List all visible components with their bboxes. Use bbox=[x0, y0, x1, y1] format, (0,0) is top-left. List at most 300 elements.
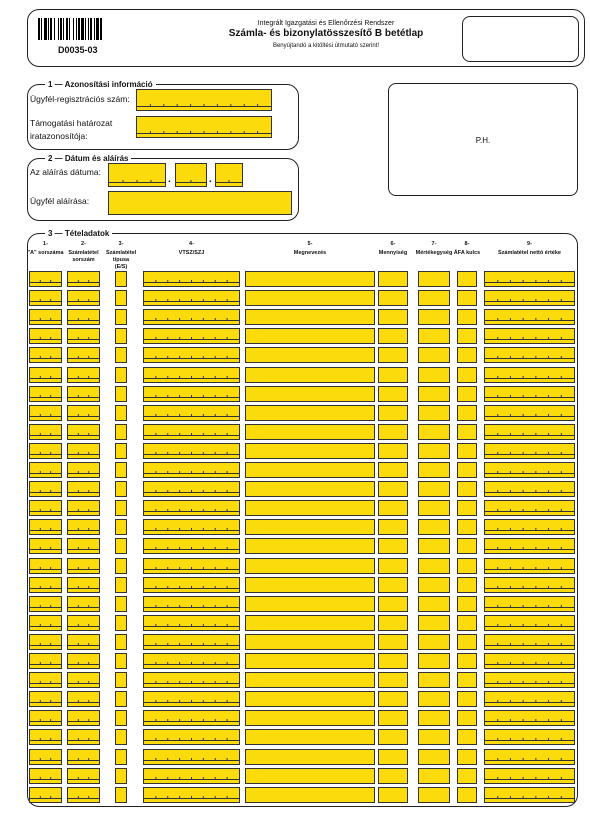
row-26-col-3-input[interactable] bbox=[115, 749, 127, 765]
row-26-col-1-input[interactable] bbox=[29, 749, 62, 765]
row-11-col-5-input[interactable] bbox=[245, 462, 375, 478]
row-24-col-6-input[interactable] bbox=[378, 710, 408, 726]
row-16-col-6-input[interactable] bbox=[378, 558, 408, 574]
row-26-col-7-input[interactable] bbox=[418, 749, 450, 765]
column-number: 7- bbox=[431, 241, 437, 247]
row-16-col-4-input[interactable] bbox=[143, 558, 240, 574]
row-27-col-6-input[interactable] bbox=[378, 768, 408, 784]
row-26-col-9-input[interactable] bbox=[484, 749, 575, 765]
row-13-col-9-input[interactable] bbox=[484, 500, 575, 516]
row-1-col-8-input[interactable] bbox=[457, 271, 477, 287]
row-4-col-4-input[interactable] bbox=[143, 328, 240, 344]
row-16-col-8-input[interactable] bbox=[457, 558, 477, 574]
row-3-col-3-input[interactable] bbox=[115, 309, 127, 325]
row-15-col-5-input[interactable] bbox=[245, 538, 375, 554]
tick-marks bbox=[485, 395, 574, 398]
tick-marks bbox=[485, 337, 574, 340]
row-1-col-6-input[interactable] bbox=[378, 271, 408, 287]
row-5-col-7-input[interactable] bbox=[418, 347, 450, 363]
row-20-col-7-input[interactable] bbox=[418, 634, 450, 650]
tick-marks bbox=[485, 605, 574, 608]
row-9-col-4-input[interactable] bbox=[143, 424, 240, 440]
row-23-col-3-input[interactable] bbox=[115, 691, 127, 707]
row-27-col-2-input[interactable] bbox=[67, 768, 100, 784]
row-22-col-5-input[interactable] bbox=[245, 672, 375, 688]
row-8-col-9-input[interactable] bbox=[484, 405, 575, 421]
row-27-col-7-input[interactable] bbox=[418, 768, 450, 784]
row-15-col-2-input[interactable] bbox=[67, 538, 100, 554]
row-23-col-9-input[interactable] bbox=[484, 691, 575, 707]
row-19-col-7-input[interactable] bbox=[418, 615, 450, 631]
row-24-col-4-input[interactable] bbox=[143, 710, 240, 726]
row-25-col-4-input[interactable] bbox=[143, 729, 240, 745]
row-25-col-3-input[interactable] bbox=[115, 729, 127, 745]
row-11-col-7-input[interactable] bbox=[418, 462, 450, 478]
row-13-col-4-input[interactable] bbox=[143, 500, 240, 516]
row-5-col-4-input[interactable] bbox=[143, 347, 240, 363]
row-17-col-3-input[interactable] bbox=[115, 577, 127, 593]
row-12-col-5-input[interactable] bbox=[245, 481, 375, 497]
row-9-col-3-input[interactable] bbox=[115, 424, 127, 440]
row-6-col-8-input[interactable] bbox=[457, 367, 477, 383]
grant-id-input[interactable] bbox=[136, 116, 272, 138]
tick-marks bbox=[30, 452, 61, 455]
row-19-col-2-input[interactable] bbox=[67, 615, 100, 631]
row-7-col-9-input[interactable] bbox=[484, 386, 575, 402]
row-25-col-9-input[interactable] bbox=[484, 729, 575, 745]
row-3-col-4-input[interactable] bbox=[143, 309, 240, 325]
row-5-col-8-input[interactable] bbox=[457, 347, 477, 363]
signature-field[interactable] bbox=[108, 191, 292, 215]
row-18-col-1-input[interactable] bbox=[29, 596, 62, 612]
row-9-col-5-input[interactable] bbox=[245, 424, 375, 440]
column-number: 6- bbox=[390, 241, 396, 247]
row-12-col-2-input[interactable] bbox=[67, 481, 100, 497]
row-22-col-8-input[interactable] bbox=[457, 672, 477, 688]
row-15-col-4-input[interactable] bbox=[143, 538, 240, 554]
row-12-col-8-input[interactable] bbox=[457, 481, 477, 497]
row-14-col-9-input[interactable] bbox=[484, 519, 575, 535]
row-11-col-9-input[interactable] bbox=[484, 462, 575, 478]
row-18-col-6-input[interactable] bbox=[378, 596, 408, 612]
row-16-col-5-input[interactable] bbox=[245, 558, 375, 574]
date-day-input[interactable] bbox=[215, 163, 243, 187]
row-22-col-7-input[interactable] bbox=[418, 672, 450, 688]
row-13-col-3-input[interactable] bbox=[115, 500, 127, 516]
row-12-col-6-input[interactable] bbox=[378, 481, 408, 497]
row-26-col-6-input[interactable] bbox=[378, 749, 408, 765]
row-25-col-6-input[interactable] bbox=[378, 729, 408, 745]
row-14-col-7-input[interactable] bbox=[418, 519, 450, 535]
row-3-col-5-input[interactable] bbox=[245, 309, 375, 325]
date-separator-2: . bbox=[209, 174, 212, 185]
row-10-col-7-input[interactable] bbox=[418, 443, 450, 459]
row-2-col-1-input[interactable] bbox=[29, 290, 62, 306]
row-6-col-1-input[interactable] bbox=[29, 367, 62, 383]
row-11-col-6-input[interactable] bbox=[378, 462, 408, 478]
column-number: 5- bbox=[307, 241, 313, 247]
row-1-col-1-input[interactable] bbox=[29, 271, 62, 287]
row-10-col-9-input[interactable] bbox=[484, 443, 575, 459]
row-9-col-9-input[interactable] bbox=[484, 424, 575, 440]
row-21-col-6-input[interactable] bbox=[378, 653, 408, 669]
tick-marks bbox=[68, 356, 99, 359]
row-23-col-6-input[interactable] bbox=[378, 691, 408, 707]
column-number: 9- bbox=[527, 241, 532, 247]
row-19-col-6-input[interactable] bbox=[378, 615, 408, 631]
row-4-col-9-input[interactable] bbox=[484, 328, 575, 344]
row-7-col-1-input[interactable] bbox=[29, 386, 62, 402]
row-15-col-9-input[interactable] bbox=[484, 538, 575, 554]
row-28-col-5-input[interactable] bbox=[245, 787, 375, 803]
row-15-col-6-input[interactable] bbox=[378, 538, 408, 554]
row-2-col-8-input[interactable] bbox=[457, 290, 477, 306]
row-2-col-4-input[interactable] bbox=[143, 290, 240, 306]
row-23-col-4-input[interactable] bbox=[143, 691, 240, 707]
tick-marks bbox=[68, 490, 99, 493]
row-2-col-9-input[interactable] bbox=[484, 290, 575, 306]
row-2-col-5-input[interactable] bbox=[245, 290, 375, 306]
tick-marks bbox=[144, 547, 239, 550]
row-1-col-3-input[interactable] bbox=[115, 271, 127, 287]
row-10-col-2-input[interactable] bbox=[67, 443, 100, 459]
row-20-col-1-input[interactable] bbox=[29, 634, 62, 650]
row-25-col-1-input[interactable] bbox=[29, 729, 62, 745]
row-17-col-7-input[interactable] bbox=[418, 577, 450, 593]
row-28-col-1-input[interactable] bbox=[29, 787, 62, 803]
row-23-col-7-input[interactable] bbox=[418, 691, 450, 707]
date-year-input[interactable] bbox=[108, 163, 166, 187]
row-6-col-2-input[interactable] bbox=[67, 367, 100, 383]
row-27-col-5-input[interactable] bbox=[245, 768, 375, 784]
row-14-col-8-input[interactable] bbox=[457, 519, 477, 535]
row-25-col-2-input[interactable] bbox=[67, 729, 100, 745]
row-16-col-9-input[interactable] bbox=[484, 558, 575, 574]
tick-marks bbox=[485, 528, 574, 531]
row-12-col-3-input[interactable] bbox=[115, 481, 127, 497]
row-11-col-2-input[interactable] bbox=[67, 462, 100, 478]
row-5-col-2-input[interactable] bbox=[67, 347, 100, 363]
row-27-col-8-input[interactable] bbox=[457, 768, 477, 784]
row-22-col-2-input[interactable] bbox=[67, 672, 100, 688]
row-6-col-5-input[interactable] bbox=[245, 367, 375, 383]
row-24-col-2-input[interactable] bbox=[67, 710, 100, 726]
row-28-col-9-input[interactable] bbox=[484, 787, 575, 803]
row-11-col-1-input[interactable] bbox=[29, 462, 62, 478]
row-15-col-3-input[interactable] bbox=[115, 538, 127, 554]
row-3-col-6-input[interactable] bbox=[378, 309, 408, 325]
row-22-col-1-input[interactable] bbox=[29, 672, 62, 688]
row-22-col-4-input[interactable] bbox=[143, 672, 240, 688]
row-17-col-1-input[interactable] bbox=[29, 577, 62, 593]
column-label: Számlatétel sorszám bbox=[68, 250, 99, 263]
row-18-col-7-input[interactable] bbox=[418, 596, 450, 612]
row-13-col-5-input[interactable] bbox=[245, 500, 375, 516]
row-6-col-7-input[interactable] bbox=[418, 367, 450, 383]
tick-marks bbox=[30, 796, 61, 799]
row-22-col-6-input[interactable] bbox=[378, 672, 408, 688]
row-21-col-3-input[interactable] bbox=[115, 653, 127, 669]
row-20-col-8-input[interactable] bbox=[457, 634, 477, 650]
column-label: VTSZ/SZJ bbox=[178, 250, 205, 256]
row-13-col-8-input[interactable] bbox=[457, 500, 477, 516]
row-27-col-4-input[interactable] bbox=[143, 768, 240, 784]
tick-marks bbox=[144, 567, 239, 570]
section-1-title: 1 — Azonosítási információ bbox=[45, 80, 156, 90]
row-17-col-8-input[interactable] bbox=[457, 577, 477, 593]
row-12-col-7-input[interactable] bbox=[418, 481, 450, 497]
row-8-col-4-input[interactable] bbox=[143, 405, 240, 421]
row-6-col-3-input[interactable] bbox=[115, 367, 127, 383]
row-9-col-6-input[interactable] bbox=[378, 424, 408, 440]
row-3-col-9-input[interactable] bbox=[484, 309, 575, 325]
tick-marks bbox=[68, 681, 99, 684]
row-21-col-9-input[interactable] bbox=[484, 653, 575, 669]
row-21-col-8-input[interactable] bbox=[457, 653, 477, 669]
row-11-col-3-input[interactable] bbox=[115, 462, 127, 478]
row-24-col-3-input[interactable] bbox=[115, 710, 127, 726]
row-15-col-1-input[interactable] bbox=[29, 538, 62, 554]
row-19-col-1-input[interactable] bbox=[29, 615, 62, 631]
row-19-col-8-input[interactable] bbox=[457, 615, 477, 631]
row-17-col-4-input[interactable] bbox=[143, 577, 240, 593]
row-21-col-1-input[interactable] bbox=[29, 653, 62, 669]
row-8-col-3-input[interactable] bbox=[115, 405, 127, 421]
row-9-col-1-input[interactable] bbox=[29, 424, 62, 440]
row-7-col-3-input[interactable] bbox=[115, 386, 127, 402]
row-21-col-7-input[interactable] bbox=[418, 653, 450, 669]
row-24-col-9-input[interactable] bbox=[484, 710, 575, 726]
row-4-col-6-input[interactable] bbox=[378, 328, 408, 344]
row-24-col-5-input[interactable] bbox=[245, 710, 375, 726]
row-6-col-6-input[interactable] bbox=[378, 367, 408, 383]
row-20-col-3-input[interactable] bbox=[115, 634, 127, 650]
row-23-col-5-input[interactable] bbox=[245, 691, 375, 707]
row-12-col-4-input[interactable] bbox=[143, 481, 240, 497]
row-10-col-5-input[interactable] bbox=[245, 443, 375, 459]
row-8-col-6-input[interactable] bbox=[378, 405, 408, 421]
row-5-col-9-input[interactable] bbox=[484, 347, 575, 363]
tick-marks bbox=[68, 452, 99, 455]
row-25-col-7-input[interactable] bbox=[418, 729, 450, 745]
row-3-col-8-input[interactable] bbox=[457, 309, 477, 325]
row-1-col-4-input[interactable] bbox=[143, 271, 240, 287]
row-12-col-1-input[interactable] bbox=[29, 481, 62, 497]
row-25-col-8-input[interactable] bbox=[457, 729, 477, 745]
tick-marks bbox=[30, 586, 61, 589]
row-14-col-5-input[interactable] bbox=[245, 519, 375, 535]
row-4-col-2-input[interactable] bbox=[67, 328, 100, 344]
row-13-col-1-input[interactable] bbox=[29, 500, 62, 516]
row-19-col-3-input[interactable] bbox=[115, 615, 127, 631]
row-1-col-9-input[interactable] bbox=[484, 271, 575, 287]
row-14-col-1-input[interactable] bbox=[29, 519, 62, 535]
row-9-col-8-input[interactable] bbox=[457, 424, 477, 440]
tick-marks bbox=[144, 624, 239, 627]
row-11-col-4-input[interactable] bbox=[143, 462, 240, 478]
row-1-col-2-input[interactable] bbox=[67, 271, 100, 287]
row-26-col-8-input[interactable] bbox=[457, 749, 477, 765]
row-18-col-5-input[interactable] bbox=[245, 596, 375, 612]
row-6-col-9-input[interactable] bbox=[484, 367, 575, 383]
row-8-col-1-input[interactable] bbox=[29, 405, 62, 421]
row-7-col-4-input[interactable] bbox=[143, 386, 240, 402]
row-17-col-9-input[interactable] bbox=[484, 577, 575, 593]
row-8-col-7-input[interactable] bbox=[418, 405, 450, 421]
row-28-col-2-input[interactable] bbox=[67, 787, 100, 803]
row-18-col-3-input[interactable] bbox=[115, 596, 127, 612]
row-7-col-8-input[interactable] bbox=[457, 386, 477, 402]
row-18-col-2-input[interactable] bbox=[67, 596, 100, 612]
row-16-col-2-input[interactable] bbox=[67, 558, 100, 574]
row-3-col-1-input[interactable] bbox=[29, 309, 62, 325]
row-13-col-6-input[interactable] bbox=[378, 500, 408, 516]
tick-marks bbox=[68, 777, 99, 780]
row-27-col-9-input[interactable] bbox=[484, 768, 575, 784]
row-2-col-7-input[interactable] bbox=[418, 290, 450, 306]
tick-marks bbox=[68, 586, 99, 589]
row-4-col-7-input[interactable] bbox=[418, 328, 450, 344]
row-18-col-4-input[interactable] bbox=[143, 596, 240, 612]
row-4-col-1-input[interactable] bbox=[29, 328, 62, 344]
row-10-col-3-input[interactable] bbox=[115, 443, 127, 459]
row-25-col-5-input[interactable] bbox=[245, 729, 375, 745]
row-5-col-5-input[interactable] bbox=[245, 347, 375, 363]
tick-marks bbox=[485, 777, 574, 780]
row-22-col-3-input[interactable] bbox=[115, 672, 127, 688]
row-21-col-5-input[interactable] bbox=[245, 653, 375, 669]
row-14-col-4-input[interactable] bbox=[143, 519, 240, 535]
row-13-col-7-input[interactable] bbox=[418, 500, 450, 516]
row-17-col-5-input[interactable] bbox=[245, 577, 375, 593]
row-6-col-4-input[interactable] bbox=[143, 367, 240, 383]
row-10-col-4-input[interactable] bbox=[143, 443, 240, 459]
row-15-col-8-input[interactable] bbox=[457, 538, 477, 554]
row-20-col-4-input[interactable] bbox=[143, 634, 240, 650]
row-14-col-3-input[interactable] bbox=[115, 519, 127, 535]
row-24-col-7-input[interactable] bbox=[418, 710, 450, 726]
row-16-col-3-input[interactable] bbox=[115, 558, 127, 574]
tick-marks bbox=[68, 376, 99, 379]
row-20-col-6-input[interactable] bbox=[378, 634, 408, 650]
row-28-col-3-input[interactable] bbox=[115, 787, 127, 803]
row-5-col-3-input[interactable] bbox=[115, 347, 127, 363]
row-16-col-1-input[interactable] bbox=[29, 558, 62, 574]
row-10-col-6-input[interactable] bbox=[378, 443, 408, 459]
row-3-col-7-input[interactable] bbox=[418, 309, 450, 325]
tick-marks bbox=[485, 547, 574, 550]
row-26-col-2-input[interactable] bbox=[67, 749, 100, 765]
row-7-col-5-input[interactable] bbox=[245, 386, 375, 402]
row-27-col-3-input[interactable] bbox=[115, 768, 127, 784]
date-month-input[interactable] bbox=[175, 163, 207, 187]
row-21-col-2-input[interactable] bbox=[67, 653, 100, 669]
row-24-col-1-input[interactable] bbox=[29, 710, 62, 726]
row-3-col-2-input[interactable] bbox=[67, 309, 100, 325]
row-17-col-6-input[interactable] bbox=[378, 577, 408, 593]
row-4-col-8-input[interactable] bbox=[457, 328, 477, 344]
tick-marks bbox=[485, 280, 574, 283]
column-label: Mennyiség bbox=[378, 250, 408, 256]
section-3-title: 3 — Tételadatok bbox=[45, 229, 112, 239]
column-label: Számlatétel típusa (E/S) bbox=[106, 250, 137, 270]
row-22-col-9-input[interactable] bbox=[484, 672, 575, 688]
row-23-col-1-input[interactable] bbox=[29, 691, 62, 707]
row-2-col-6-input[interactable] bbox=[378, 290, 408, 306]
row-15-col-7-input[interactable] bbox=[418, 538, 450, 554]
row-8-col-5-input[interactable] bbox=[245, 405, 375, 421]
row-20-col-9-input[interactable] bbox=[484, 634, 575, 650]
row-14-col-6-input[interactable] bbox=[378, 519, 408, 535]
row-12-col-9-input[interactable] bbox=[484, 481, 575, 497]
row-9-col-7-input[interactable] bbox=[418, 424, 450, 440]
row-28-col-4-input[interactable] bbox=[143, 787, 240, 803]
row-24-col-8-input[interactable] bbox=[457, 710, 477, 726]
row-28-col-7-input[interactable] bbox=[418, 787, 450, 803]
tick-marks bbox=[485, 299, 574, 302]
tick-marks bbox=[144, 586, 239, 589]
row-11-col-8-input[interactable] bbox=[457, 462, 477, 478]
row-10-col-1-input[interactable] bbox=[29, 443, 62, 459]
tick-marks bbox=[68, 605, 99, 608]
row-2-col-3-input[interactable] bbox=[115, 290, 127, 306]
tick-marks bbox=[485, 356, 574, 359]
row-16-col-7-input[interactable] bbox=[418, 558, 450, 574]
tick-marks bbox=[30, 624, 61, 627]
row-21-col-4-input[interactable] bbox=[143, 653, 240, 669]
row-2-col-2-input[interactable] bbox=[67, 290, 100, 306]
row-28-col-8-input[interactable] bbox=[457, 787, 477, 803]
row-8-col-2-input[interactable] bbox=[67, 405, 100, 421]
row-13-col-2-input[interactable] bbox=[67, 500, 100, 516]
tick-marks bbox=[144, 605, 239, 608]
row-27-col-1-input[interactable] bbox=[29, 768, 62, 784]
row-9-col-2-input[interactable] bbox=[67, 424, 100, 440]
row-10-col-8-input[interactable] bbox=[457, 443, 477, 459]
row-17-col-2-input[interactable] bbox=[67, 577, 100, 593]
row-1-col-5-input[interactable] bbox=[245, 271, 375, 287]
row-4-col-5-input[interactable] bbox=[245, 328, 375, 344]
row-7-col-7-input[interactable] bbox=[418, 386, 450, 402]
row-4-col-3-input[interactable] bbox=[115, 328, 127, 344]
row-20-col-2-input[interactable] bbox=[67, 634, 100, 650]
row-23-col-8-input[interactable] bbox=[457, 691, 477, 707]
row-14-col-2-input[interactable] bbox=[67, 519, 100, 535]
row-19-col-9-input[interactable] bbox=[484, 615, 575, 631]
row-20-col-5-input[interactable] bbox=[245, 634, 375, 650]
row-18-col-8-input[interactable] bbox=[457, 596, 477, 612]
tick-marks bbox=[144, 337, 239, 340]
tick-marks bbox=[144, 376, 239, 379]
row-18-col-9-input[interactable] bbox=[484, 596, 575, 612]
row-19-col-4-input[interactable] bbox=[143, 615, 240, 631]
row-19-col-5-input[interactable] bbox=[245, 615, 375, 631]
row-7-col-6-input[interactable] bbox=[378, 386, 408, 402]
tick-marks bbox=[144, 528, 239, 531]
client-reg-input[interactable] bbox=[136, 89, 272, 111]
tick-marks bbox=[68, 471, 99, 474]
row-28-col-6-input[interactable] bbox=[378, 787, 408, 803]
row-5-col-1-input[interactable] bbox=[29, 347, 62, 363]
row-8-col-8-input[interactable] bbox=[457, 405, 477, 421]
row-26-col-4-input[interactable] bbox=[143, 749, 240, 765]
row-1-col-7-input[interactable] bbox=[418, 271, 450, 287]
row-23-col-2-input[interactable] bbox=[67, 691, 100, 707]
client-reg-label: Ügyfél-regisztrációs szám: bbox=[30, 94, 130, 104]
row-5-col-6-input[interactable] bbox=[378, 347, 408, 363]
row-7-col-2-input[interactable] bbox=[67, 386, 100, 402]
row-26-col-5-input[interactable] bbox=[245, 749, 375, 765]
